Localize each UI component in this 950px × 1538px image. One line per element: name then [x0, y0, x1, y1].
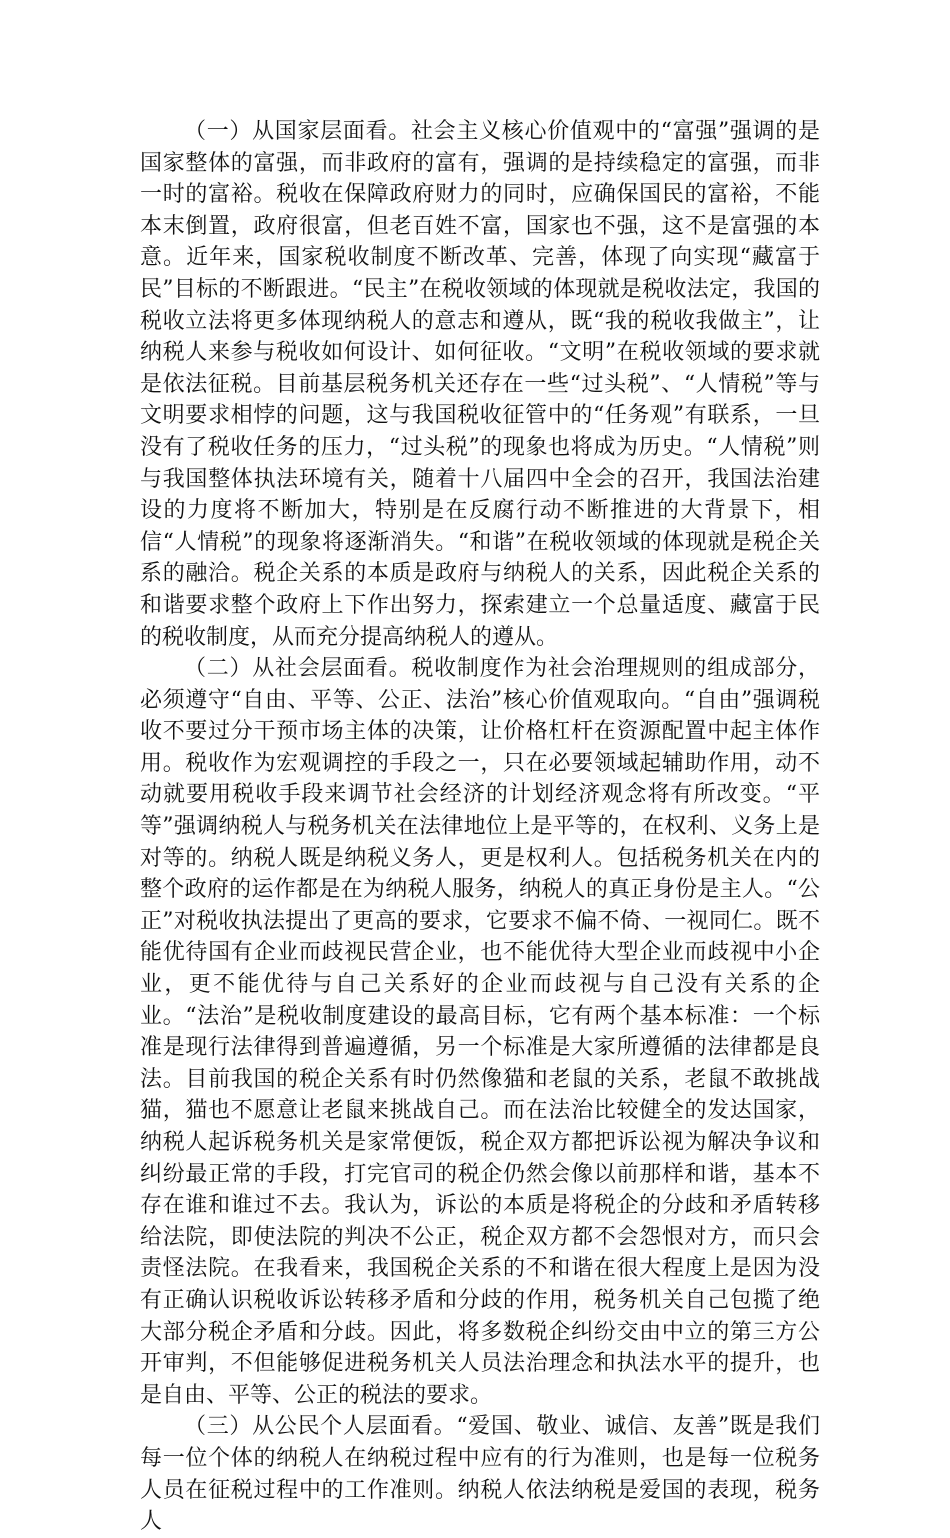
document-page: [140, 116, 820, 1538]
paragraph-individual-level: （三）从公民个人层面看。“爱国、敬业、诚信、友善”既是我们每一位个体的纳税人在纳税过程中应有的行为准则，也是每一位税务人员在征税过程中的工作准则。纳税人依法纳税是爱国的表现，税务人: [140, 1414, 820, 1535]
paragraph-national-level: （一）从国家层面看。社会主义核心价值观中的“富强”强调的是国家整体的富强，而非政府的富有，强调的是持续稳定的富强，而非一时的富裕。税收在保障政府财力的同时，应确保国民的富裕，不能本末倒置，政府很富，但老百姓不富，国家也不强，这不是富强的本意。近年来，国家税收制度不断改革、完善，体现了向实现“藏富于民”目标的不断跟进。“民主”在税收领域的体现就是税收法定，我国的税收立法将更多体现纳税人的意志和遵从，既“我的税收我做主”，让纳税人来参与税收如何设计、如何征收。“文明”在税收领域的要求就是依法征税。目前基层税务机关还存在一些“过头税”、“人情税”等与文明要求相悖的问题，这与我国税收征管中的“任务观”有联系，一旦没有了税收任务的压力，“过头税”的现象也将成为历史。“人情税”则与我国整体执法环境有关，随着十八届四中全会的召开，我国法治建设的力度将不断加大，特别是在反腐行动不断推进的大背景下，相信“人情税”的现象将逐渐消失。“和谐”在税收领域的体现就是税企关系的融洽。税企关系的本质是政府与纳税人的关系，因此税企关系的和谐要求整个政府上下作出努力，探索建立一个总量适度、藏富于民的税收制度，从而充分提高纳税人的遵从。: [140, 119, 820, 650]
paragraph-social-level: （二）从社会层面看。税收制度作为社会治理规则的组成部分，必须遵守“自由、平等、公正、法治”核心价值观取向。“自由”强调税收不要过分干预市场主体的决策，让价格杠杆在资源配置中起主体作用。税收作为宏观调控的手段之一，只在必要领域起辅助作用，动不动就要用税收手段来调节社会经济的计划经济观念将有所改变。“平等”强调纳税人与税务机关在法律地位上是平等的，在权利、义务上是对等的。纳税人既是纳税义务人，更是权利人。包括税务机关在内的整个政府的运作都是在为纳税人服务，纳税人的真正身份是主人。“公正”对税收执法提出了更高的要求，它要求不偏不倚、一视同仁。既不能优待国有企业而歧视民营企业，也不能优待大型企业而歧视中小企业，更不能优待与自己关系好的企业而歧视与自己没有关系的企业。“法治”是税收制度建设的最高目标，它有两个基本标准：一个标准是现行法律得到普遍遵循，另一个标准是大家所遵循的法律都是良法。目前我国的税企关系有时仍然像猫和老鼠的关系，老鼠不敢挑战猫，猫也不愿意让老鼠来挑战自己。而在法治比较健全的发达国家，纳税人起诉税务机关是家常便饭，税企双方都把诉讼视为解决争议和纠纷最正常的手段，打完官司的税企仍然会像以前那样和谐，基本不存在谁和谁过不去。我认为，诉讼的本质是将税企的分歧和矛盾转移给法院，即使法院的判决不公正，税企双方都不会怨恨对方，而只会责怪法院。在我看来，我国税企关系的不和谐在很大程度上是因为没有正确认识税收诉讼转移矛盾和分歧的作用，税务机关自己包揽了绝大部分税企矛盾和分歧。因此，将多数税企纠纷交由中立的第三方公开审判，不但能够促进税务机关人员法治理念和执法水平的提升，也是自由、平等、公正的税法的要求。: [140, 656, 820, 1408]
